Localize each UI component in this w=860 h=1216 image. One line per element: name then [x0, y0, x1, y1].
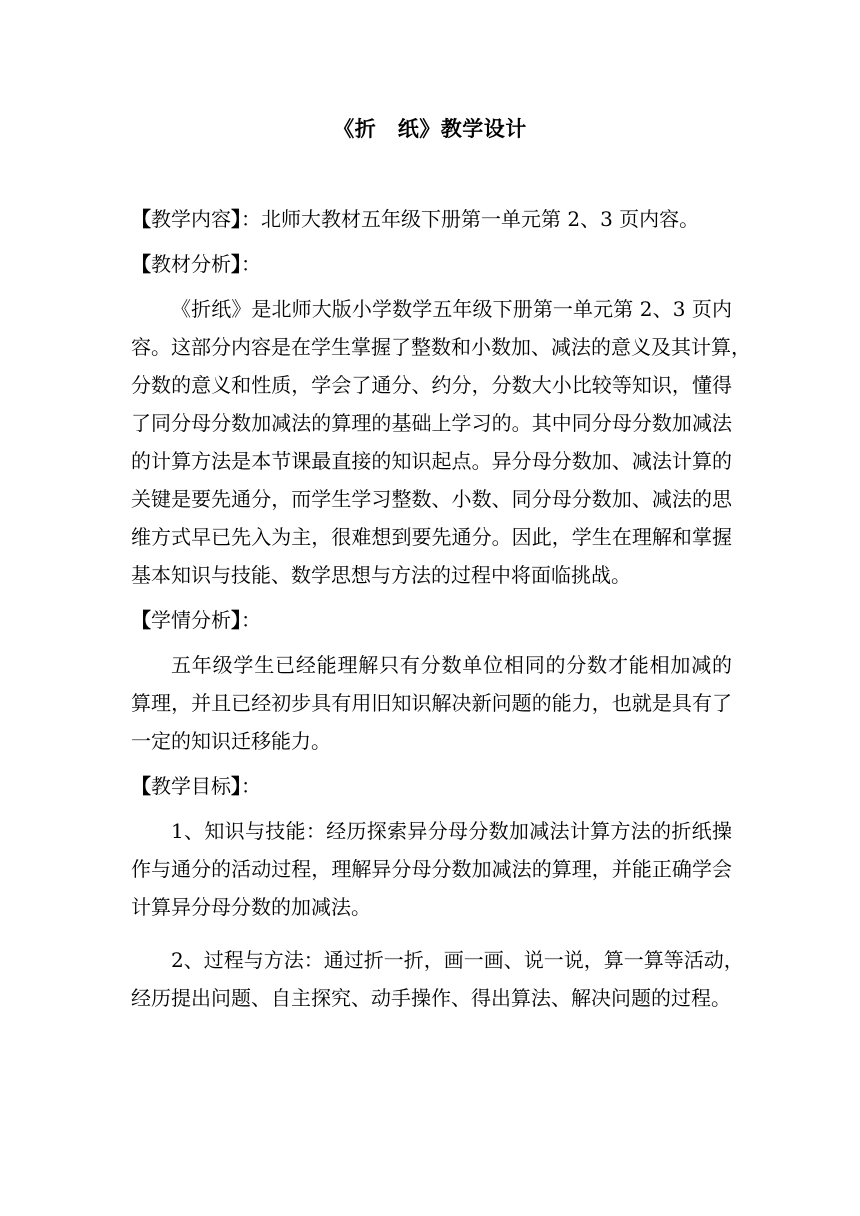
paragraph-line: 作与通分的活动过程，理解异分母分数加减法的算理，并能正确学会	[131, 857, 732, 881]
page-title: 《折 纸》教学设计	[333, 116, 527, 141]
section-teaching-content	[131, 200, 732, 238]
colon: ：	[241, 608, 261, 632]
paragraph-line: 分数的意义和性质，学会了通分、约分，分数大小比较等知识，懂得	[131, 373, 732, 397]
paragraph-line: 五年级学生已经能理解只有分数单位相同的分数才能相加减的	[171, 653, 732, 677]
section-label-teaching-goals: 教学目标	[151, 774, 231, 798]
section-textbook-analysis	[131, 245, 732, 283]
paragraph-goal-process	[131, 941, 744, 1017]
bracket-close: 】	[231, 774, 241, 798]
bracket-open: 【	[131, 608, 151, 632]
paragraph-line: 一定的知识迁移能力。	[131, 729, 331, 753]
paragraph-line: 维方式早已先入为主，很难想到要先通分。因此，学生在理解和掌握	[131, 525, 732, 549]
bracket-close: 】	[231, 207, 241, 231]
paragraph-line: 1、知识与技能：经历探索异分母分数加减法计算方法的折纸操	[171, 819, 732, 843]
paragraph-textbook-analysis	[131, 290, 751, 594]
paragraph-line: 了同分母分数加减法的算理的基础上学习的。其中同分母分数加减法	[131, 411, 732, 435]
bracket-close: 】	[231, 252, 241, 276]
paragraph-line: 计算异分母分数的加减法。	[131, 895, 371, 919]
paragraph-line: 《折纸》是北师大版小学数学五年级下册第一单元第 2、3 页内	[171, 297, 732, 321]
paragraph-line: 基本知识与技能、数学思想与方法的过程中将面临挑战。	[131, 563, 631, 587]
paragraph-line: 经历提出问题、自主探究、动手操作、得出算法、解决问题的过程。	[131, 986, 731, 1010]
section-label-textbook-analysis: 教材分析	[151, 252, 231, 276]
paragraph-line: 2、过程与方法：通过折一折，画一画、说一说，算一算等活动，	[171, 948, 744, 972]
colon: ：	[241, 774, 261, 798]
paragraph-goal-knowledge	[131, 812, 732, 926]
section-teaching-goals	[131, 767, 732, 805]
bracket-open: 【	[131, 252, 151, 276]
section-label-student-analysis: 学情分析	[151, 608, 231, 632]
colon: ：	[241, 252, 261, 276]
section-label-teaching-content: 教学内容	[151, 207, 231, 231]
paragraph-line: 算理，并且已经初步具有用旧知识解决新问题的能力，也就是具有了	[131, 691, 732, 715]
paragraph-line: 的计算方法是本节课最直接的知识起点。异分母分数加、减法计算的	[131, 449, 732, 473]
bracket-open: 【	[131, 207, 151, 231]
paragraph-line: 关键是要先通分，而学生学习整数、小数、同分母分数加、减法的思	[131, 487, 732, 511]
colon: ：	[241, 207, 261, 231]
bracket-close: 】	[231, 608, 241, 632]
bracket-open: 【	[131, 774, 151, 798]
document-body	[131, 200, 751, 1017]
paragraph-student-analysis	[131, 646, 732, 760]
teaching-content-text: 北师大教材五年级下册第一单元第 2、3 页内容。	[261, 207, 700, 231]
paragraph-line: 容。这部分内容是在学生掌握了整数和小数加、减法的意义及其计算，	[131, 335, 751, 359]
section-student-analysis	[131, 601, 732, 639]
